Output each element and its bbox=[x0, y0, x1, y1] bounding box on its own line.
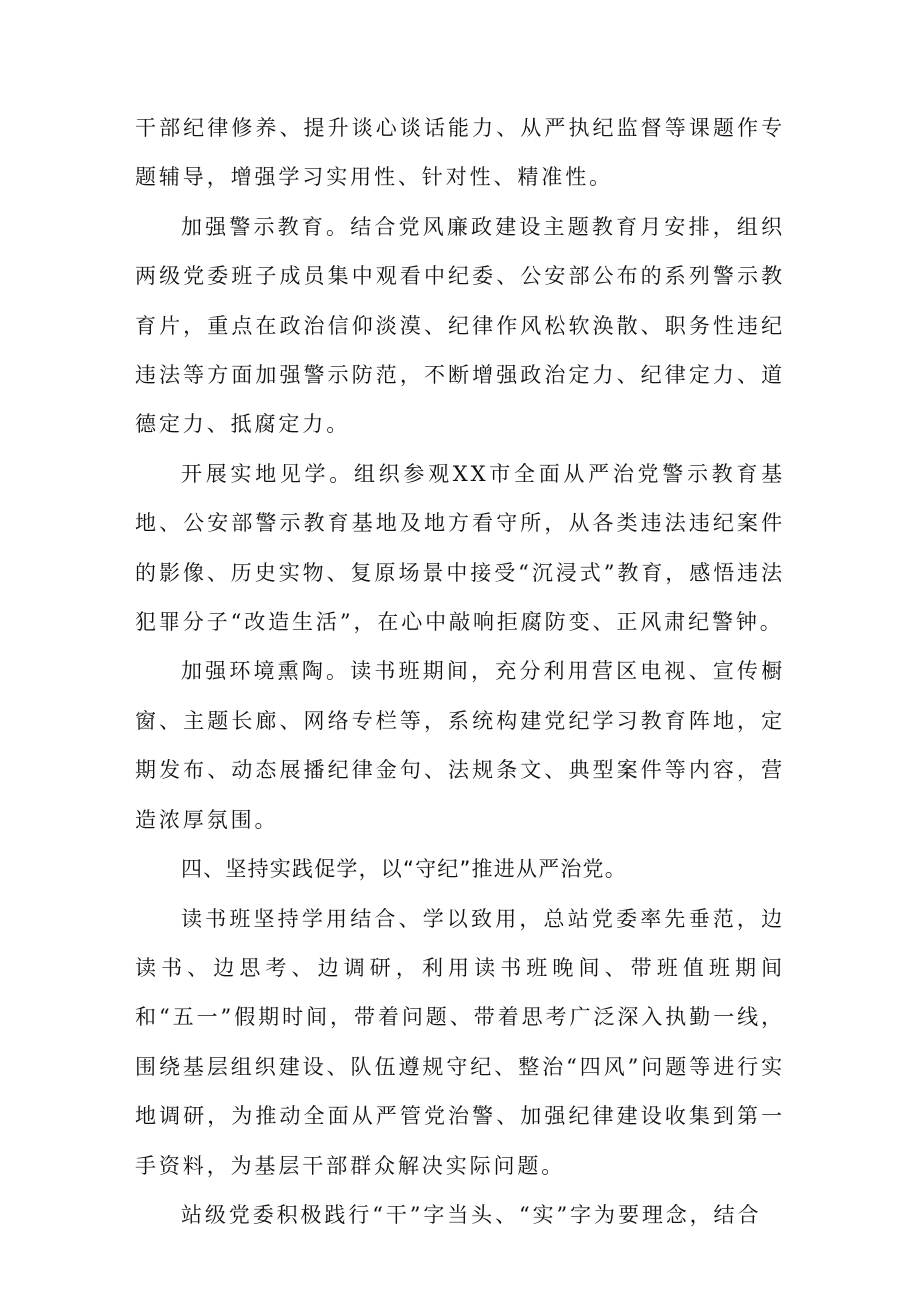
paragraph-environment-influence: 加强环境熏陶。读书班期间，充分利用营区电视、宣传橱窗、主题长廊、网络专栏等，系统构建党纪学习教育阵地，定期发布、动态展播纪律金句、法规条文、典型案件等内容，营造浓厚氛围。 bbox=[135, 659, 785, 832]
paragraph-warning-education: 加强警示教育。结合党风廉政建设主题教育月安排，组织两级党委班子成员集中观看中纪委、公安部公布的系列警示教育片，重点在政治信仰淡漠、纪律作风松软涣散、职务性违纪违法等方面加强警示防范，不断增强政治定力、纪律定力、道德定力、抵腐定力。 bbox=[135, 214, 785, 437]
paragraph-study-practice: 读书班坚持学用结合、学以致用，总站党委率先垂范，边读书、边思考、边调研，利用读书班晚间、带班值班期间和“五一”假期时间，带着问题、带着思考广泛深入执勤一线，围绕基层组织建设、队伍遵规守纪、整治“四风”问题等进行实地调研，为推动全面从严管党治警、加强纪律建设收集到第一手资料，为基层干部群众解决实际问题。 bbox=[135, 906, 785, 1178]
section-heading-four: 四、坚持实践促学，以“守纪”推进从严治党。 bbox=[181, 857, 627, 882]
paragraph-training-topics: 干部纪律修养、提升谈心谈话能力、从严执纪监督等课题作专题辅导，增强学习实用性、针对性、精准性。 bbox=[135, 116, 785, 190]
document-body bbox=[135, 104, 785, 1240]
paragraph-station-committee: 站级党委积极践行“干”字当头、“实”字为要理念，结合 bbox=[181, 1202, 762, 1227]
paragraph-field-visits: 开展实地见学。组织参观XX市全面从严治党警示教育基地、公安部警示教育基地及地方看守所，从各类违法违纪案件的影像、历史实物、复原场景中接受“沉浸式”教育，感悟违法犯罪分子“改造生活”，在心中敲响拒腐防变、正风肃纪警钟。 bbox=[135, 461, 785, 635]
